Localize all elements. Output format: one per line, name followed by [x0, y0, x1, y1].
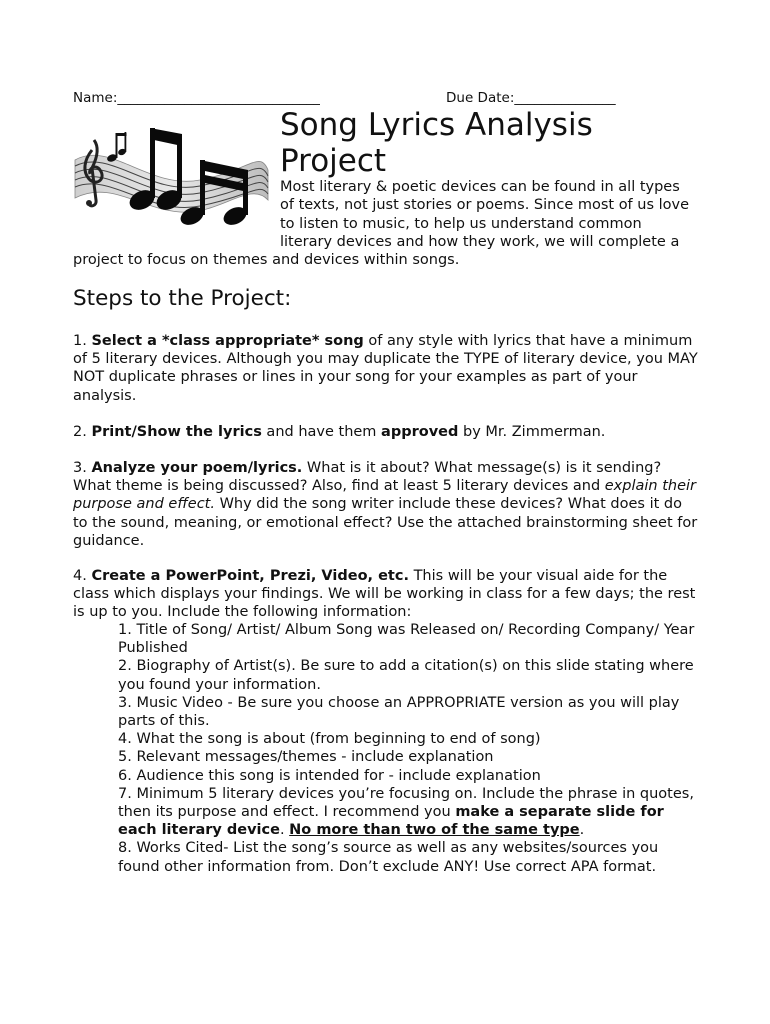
step-1-text: of any style with lyrics that have a minimum of 5 literary devices. Although you may duplicate the TYPE of literary device, you MAY NOT duplicate phrases or lines in your song for your examples as part of your analysis.: [73, 333, 698, 404]
emphasis-underline: No more than two of the same type: [289, 822, 580, 839]
list-item: 4. What the song is about (from beginning to end of song): [118, 731, 541, 748]
title-line-1: Song Lyrics Analysis: [280, 107, 593, 143]
list-item: 1. Title of Song/ Artist/ Album Song was Released on/ Recording Company/ Year Published: [118, 622, 695, 657]
step-4-bold: Create a PowerPoint, Prezi, Video, etc.: [91, 568, 409, 584]
step-1-bold: Select a *class appropriate* song: [91, 333, 364, 349]
intro-paragraph-wrap: [73, 178, 698, 269]
step-3-text-1: What is it about? What message(s) is it sending? What theme is being discussed? Also, find at least 5 literary devices and: [73, 460, 662, 495]
eighth-note-icon: [106, 132, 127, 163]
page-title: [280, 107, 593, 179]
step-4-number: 4.: [73, 568, 92, 584]
list-item: 7. Minimum 5 literary devices you’re focusing on. Include the phrase in quotes, then its purpose and effect. I recommend you make a separate slide for each literary device. No more than two of the same type.: [118, 785, 694, 839]
step-2-bold-2: approved: [381, 424, 459, 440]
list-item: 6. Audience this song is intended for - include explanation: [118, 767, 541, 784]
step-2-paragraph: [73, 423, 698, 441]
list-item: 3. Music Video - Be sure you choose an APPROPRIATE version as you will play parts of this.: [118, 694, 680, 730]
step-2-bold-1: Print/Show the lyrics: [91, 424, 262, 440]
name-field-label: Name:______________________________: [73, 90, 320, 106]
steps-heading: Steps to the Project:: [73, 286, 292, 311]
step-1-number: 1.: [73, 333, 92, 349]
step-2-number: 2.: [73, 424, 92, 440]
list-item: 2. Biography of Artist(s). Be sure to add a citation(s) on this slide stating where you found your information.: [118, 658, 694, 693]
step-4-paragraph: [73, 567, 698, 622]
due-date-field-label: Due Date:_______________: [446, 90, 616, 106]
list-item: 5. Relevant messages/themes - include explanation: [118, 749, 494, 766]
step-2-text-2: by Mr. Zimmerman.: [458, 424, 606, 440]
step-2-text-1: and have them: [261, 424, 382, 440]
step-3-bold: Analyze your poem/lyrics.: [91, 460, 303, 476]
step-3-paragraph: [73, 459, 698, 550]
step-3-text-2: Why did the song writer include these devices? What does it do to the sound, meaning, or emotional effect? Use the attached brainstorming sheet for guidance.: [73, 496, 698, 549]
intro-paragraph: Most literary & poetic devices can be found in all types of texts, not just stories or poems. Since most of us love to listen to music, to help us understand common literary devices and how they work, we will complete a project to focus on themes and devices within songs.: [73, 179, 690, 269]
list-item: 8. Works Cited- List the song’s source as well as any websites/sources you found other information from. Don’t exclude ANY! Use correct APA format.: [118, 840, 659, 875]
title-line-2: Project: [280, 143, 387, 179]
step-3-number: 3.: [73, 460, 92, 476]
step-3-italic: explain their purpose and effect.: [73, 478, 696, 513]
step-4-text: This will be your visual aide for the class which displays your findings. We will be working in class for a few days; the rest is up to you. Include the following information:: [73, 568, 696, 621]
required-info-list: [118, 621, 698, 876]
step-1-paragraph: [73, 332, 698, 405]
